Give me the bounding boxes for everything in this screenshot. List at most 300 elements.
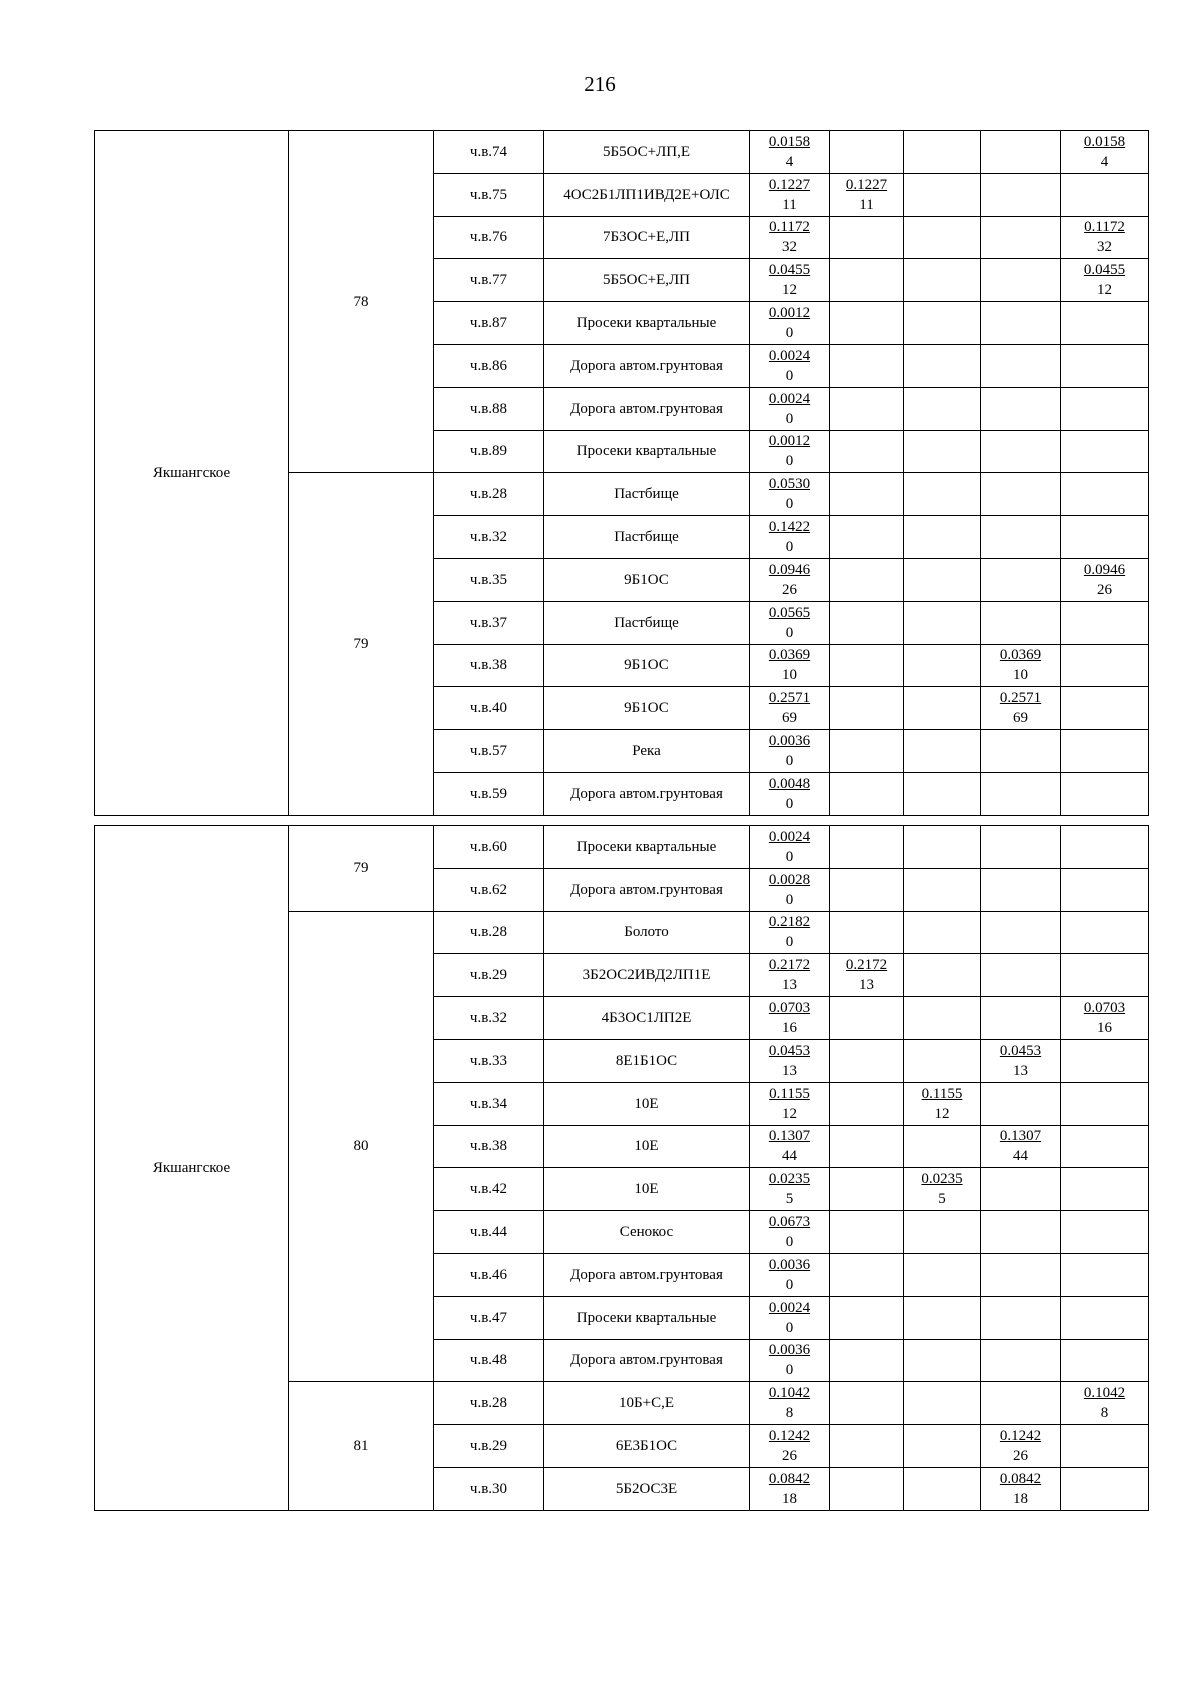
fraction [846,955,887,995]
fraction-numerator: 0.2182 [768,914,811,931]
description-cell: Болото [544,911,750,954]
total-area-cell [750,911,830,954]
quarter-cell: 79 [289,826,434,912]
category-3-cell [981,387,1061,430]
category-1-cell [830,430,904,473]
category-4-cell [1061,1467,1149,1510]
fraction [769,998,810,1038]
fraction [769,1084,810,1124]
fraction-numerator: 0.0024 [768,347,811,364]
fraction-denominator: 0 [785,795,794,812]
description-cell: 3Б2ОС2ИВД2ЛП1Е [544,954,750,997]
fraction-denominator: 0 [785,410,794,427]
table-body [95,826,1149,1511]
fraction [769,517,810,557]
fraction-numerator: 0.1227 [845,176,888,193]
description-cell: Просеки квартальные [544,430,750,473]
category-4-cell [1061,644,1149,687]
plot-cell: ч.в.76 [434,216,544,259]
plot-cell: ч.в.37 [434,601,544,644]
fraction-numerator: 0.1155 [769,1085,810,1102]
category-3-cell [981,173,1061,216]
category-1-cell [830,259,904,302]
fraction [769,1212,810,1252]
fraction [769,1126,810,1166]
category-2-cell [904,1296,981,1339]
category-2-cell [904,772,981,815]
description-cell: 5Б2ОС3Е [544,1467,750,1510]
category-3-cell [981,644,1061,687]
total-area-cell [750,1125,830,1168]
fraction [769,1041,810,1081]
fraction-numerator: 0.0842 [999,1470,1042,1487]
plot-cell: ч.в.42 [434,1168,544,1211]
fraction [1084,260,1125,300]
fraction-denominator: 26 [782,581,797,598]
fraction-denominator: 32 [781,239,797,256]
fraction-denominator: 0 [785,1234,794,1251]
fraction-numerator: 0.2172 [768,957,811,974]
fraction-numerator: 0.1172 [769,219,810,236]
category-2-cell [904,868,981,911]
plot-cell: ч.в.44 [434,1211,544,1254]
category-2-cell [904,1339,981,1382]
fraction-numerator: 0.1422 [768,519,811,536]
category-2-cell [904,1082,981,1125]
table-row [95,826,1149,869]
fraction-denominator: 18 [1013,1490,1028,1507]
total-area-cell [750,302,830,345]
description-cell: Река [544,730,750,773]
plot-cell: ч.в.34 [434,1082,544,1125]
category-3-cell [981,516,1061,559]
category-3-cell [981,1467,1061,1510]
fraction-numerator: 0.0453 [999,1042,1042,1059]
plot-cell: ч.в.59 [434,772,544,815]
fraction-numerator: 0.0565 [768,604,811,621]
table-body [95,131,1149,816]
plot-cell: ч.в.47 [434,1296,544,1339]
fraction [1084,1383,1125,1423]
fraction [769,603,810,643]
description-cell: 8Е1Б1ОС [544,1039,750,1082]
fraction-numerator: 0.1155 [921,1085,963,1102]
fraction-denominator: 0 [785,624,794,641]
total-area-cell [750,1039,830,1082]
fraction-denominator: 11 [782,196,797,213]
fraction [769,1169,810,1209]
total-area-cell [750,516,830,559]
category-2-cell [904,173,981,216]
category-1-cell [830,558,904,601]
total-area-cell [750,1168,830,1211]
fraction-denominator: 0 [785,367,794,384]
category-4-cell [1061,1339,1149,1382]
description-cell: 5Б5ОС+ЛП,Е [544,131,750,174]
fraction-numerator: 0.0703 [768,1000,811,1017]
fraction-numerator: 0.0235 [768,1171,811,1188]
description-cell: 10Е [544,1082,750,1125]
fraction [769,217,810,257]
fraction-numerator: 0.1307 [999,1128,1042,1145]
category-3-cell [981,1425,1061,1468]
fraction-numerator: 0.0369 [999,647,1042,664]
total-area-cell [750,1296,830,1339]
fraction [769,560,810,600]
total-area-cell [750,558,830,601]
category-2-cell [904,131,981,174]
plot-cell: ч.в.33 [434,1039,544,1082]
category-3-cell [981,826,1061,869]
total-area-cell [750,997,830,1040]
total-area-cell [750,772,830,815]
category-4-cell [1061,954,1149,997]
fraction [1000,1126,1041,1166]
description-cell: 9Б1ОС [544,687,750,730]
description-cell: Просеки квартальные [544,1296,750,1339]
fraction [1084,217,1125,257]
fraction-denominator: 69 [1013,710,1028,727]
category-4-cell [1061,1039,1149,1082]
fraction [769,1383,810,1423]
category-1-cell [830,1467,904,1510]
category-4-cell [1061,430,1149,473]
total-area-cell [750,1082,830,1125]
fraction [769,774,810,814]
plot-cell: ч.в.75 [434,173,544,216]
fraction-numerator: 0.0036 [768,1256,811,1273]
description-cell: 5Б5ОС+Е,ЛП [544,259,750,302]
plot-cell: ч.в.57 [434,730,544,773]
category-1-cell [830,173,904,216]
category-2-cell [904,1382,981,1425]
fraction [1000,1426,1041,1466]
page-number: 216 [584,72,616,96]
category-2-cell [904,473,981,516]
total-area-cell [750,730,830,773]
total-area-cell [750,173,830,216]
plot-cell: ч.в.29 [434,1425,544,1468]
plot-cell: ч.в.86 [434,344,544,387]
fraction-denominator: 12 [934,1105,950,1122]
fraction-denominator: 0 [785,1362,794,1379]
plot-cell: ч.в.28 [434,911,544,954]
total-area-cell [750,473,830,516]
fraction [769,645,810,685]
description-cell: Дорога автом.грунтовая [544,1339,750,1382]
description-cell: 4ОС2Б1ЛП1ИВД2Е+ОЛС [544,173,750,216]
fraction-numerator: 0.0012 [768,305,811,322]
fraction [1000,1469,1041,1509]
category-4-cell [1061,1253,1149,1296]
category-2-cell [904,601,981,644]
category-3-cell [981,601,1061,644]
fraction-denominator: 10 [782,667,797,684]
category-4-cell [1061,1425,1149,1468]
category-2-cell [904,1168,981,1211]
plot-cell: ч.в.87 [434,302,544,345]
category-2-cell [904,1125,981,1168]
description-cell: Сенокос [544,1211,750,1254]
fraction [1084,560,1125,600]
total-area-cell [750,826,830,869]
fraction-denominator: 13 [782,977,797,994]
category-1-cell [830,911,904,954]
fraction-denominator: 5 [938,1191,946,1208]
fraction-denominator: 0 [785,848,794,865]
category-3-cell [981,1382,1061,1425]
category-3-cell [981,473,1061,516]
category-2-cell [904,516,981,559]
category-1-cell [830,826,904,869]
fraction-numerator: 0.0703 [1083,1000,1126,1017]
fraction-numerator: 0.0028 [768,871,811,888]
fraction [769,175,810,215]
fraction-denominator: 32 [1096,239,1112,256]
description-cell: Просеки квартальные [544,826,750,869]
fraction [769,389,810,429]
category-3-cell [981,430,1061,473]
fraction [769,1340,810,1380]
total-area-cell [750,1253,830,1296]
category-4-cell [1061,1211,1149,1254]
fraction-denominator: 26 [1097,581,1112,598]
total-area-cell [750,344,830,387]
fraction [1000,1041,1041,1081]
description-cell: 7Б3ОС+Е,ЛП [544,216,750,259]
fraction-numerator: 0.0530 [768,476,811,493]
plot-cell: ч.в.77 [434,259,544,302]
category-3-cell [981,772,1061,815]
fraction [769,132,810,172]
description-cell: Дорога автом.грунтовая [544,387,750,430]
category-4-cell [1061,302,1149,345]
fraction-denominator: 11 [859,196,874,213]
plot-cell: ч.в.32 [434,997,544,1040]
quarter-cell: 79 [289,473,434,815]
fraction-numerator: 0.2571 [999,690,1042,707]
category-4-cell [1061,1125,1149,1168]
fraction [769,346,810,386]
category-1-cell [830,1211,904,1254]
plot-cell: ч.в.29 [434,954,544,997]
fraction-numerator: 0.0036 [768,1342,811,1359]
fraction-denominator: 13 [859,977,874,994]
category-1-cell [830,344,904,387]
fraction [769,1426,810,1466]
total-area-cell [750,868,830,911]
forest-table-1 [94,130,1149,816]
category-3-cell [981,1039,1061,1082]
fraction [1084,998,1125,1038]
fraction [769,1255,810,1295]
fraction-numerator: 0.0673 [768,1214,811,1231]
category-4-cell [1061,868,1149,911]
description-cell: 10Е [544,1125,750,1168]
category-4-cell [1061,259,1149,302]
category-1-cell [830,1039,904,1082]
forest-table-2 [94,825,1149,1511]
category-4-cell [1061,131,1149,174]
total-area-cell [750,687,830,730]
total-area-cell [750,430,830,473]
fraction-numerator: 0.1042 [768,1385,811,1402]
fraction-numerator: 0.0369 [768,647,811,664]
plot-cell: ч.в.38 [434,644,544,687]
fraction-denominator: 0 [785,325,794,342]
category-3-cell [981,1296,1061,1339]
fraction-denominator: 8 [785,1405,794,1422]
fraction-numerator: 0.0012 [768,433,811,450]
description-cell: 10Е [544,1168,750,1211]
fraction-numerator: 0.0048 [768,775,811,792]
fraction-denominator: 0 [785,891,794,908]
fraction-numerator: 0.1242 [999,1428,1042,1445]
category-3-cell [981,1211,1061,1254]
category-2-cell [904,430,981,473]
category-1-cell [830,772,904,815]
category-4-cell [1061,173,1149,216]
plot-cell: ч.в.32 [434,516,544,559]
fraction [769,955,810,995]
fraction-denominator: 69 [782,710,797,727]
total-area-cell [750,259,830,302]
fraction-numerator: 0.0024 [768,828,811,845]
fraction [769,431,810,471]
category-1-cell [830,1339,904,1382]
plot-cell: ч.в.74 [434,131,544,174]
category-4-cell [1061,216,1149,259]
fraction-denominator: 0 [785,1319,794,1336]
fraction-denominator: 13 [1013,1062,1028,1079]
description-cell: 6Е3Б1ОС [544,1425,750,1468]
category-1-cell [830,1082,904,1125]
fraction [769,912,810,952]
total-area-cell [750,216,830,259]
fraction [769,1298,810,1338]
description-cell: Дорога автом.грунтовая [544,868,750,911]
category-2-cell [904,1039,981,1082]
category-2-cell [904,344,981,387]
category-3-cell [981,997,1061,1040]
district-cell: Якшангское [95,131,289,816]
category-4-cell [1061,516,1149,559]
plot-cell: ч.в.40 [434,687,544,730]
fraction [769,731,810,771]
category-4-cell [1061,387,1149,430]
fraction-denominator: 0 [785,539,794,556]
fraction-numerator: 0.0946 [768,561,811,578]
category-2-cell [904,1425,981,1468]
total-area-cell [750,1467,830,1510]
fraction-denominator: 10 [1013,667,1028,684]
category-2-cell [904,826,981,869]
plot-cell: ч.в.28 [434,1382,544,1425]
fraction-denominator: 8 [1100,1405,1109,1422]
fraction [769,870,810,910]
fraction-numerator: 0.0158 [1083,133,1126,150]
fraction-denominator: 4 [785,153,794,170]
plot-cell: ч.в.28 [434,473,544,516]
plot-cell: ч.в.88 [434,387,544,430]
category-2-cell [904,954,981,997]
category-3-cell [981,1168,1061,1211]
category-1-cell [830,1425,904,1468]
category-1-cell [830,601,904,644]
fraction [769,827,810,867]
description-cell: 10Б+С,Е [544,1382,750,1425]
fraction [1000,645,1041,685]
fraction-numerator: 0.1042 [1083,1385,1126,1402]
fraction [1000,688,1041,728]
category-2-cell [904,558,981,601]
description-cell: Дорога автом.грунтовая [544,772,750,815]
table-row [95,131,1149,174]
fraction-denominator: 16 [782,1020,797,1037]
total-area-cell [750,387,830,430]
category-1-cell [830,1253,904,1296]
description-cell: Дорога автом.грунтовая [544,344,750,387]
category-2-cell [904,730,981,773]
category-3-cell [981,687,1061,730]
fraction-denominator: 13 [782,1062,797,1079]
fraction-numerator: 0.0946 [1083,561,1126,578]
fraction-numerator: 0.2571 [768,690,811,707]
fraction-denominator: 0 [785,753,794,770]
fraction-numerator: 0.1307 [768,1128,811,1145]
plot-cell: ч.в.35 [434,558,544,601]
fraction [1084,132,1125,172]
category-1-cell [830,387,904,430]
category-1-cell [830,687,904,730]
description-cell: Пастбище [544,601,750,644]
category-3-cell [981,302,1061,345]
category-1-cell [830,997,904,1040]
total-area-cell [750,131,830,174]
category-2-cell [904,302,981,345]
plot-cell: ч.в.46 [434,1253,544,1296]
fraction-numerator: 0.0158 [768,133,811,150]
category-3-cell [981,911,1061,954]
fraction-numerator: 0.1242 [768,1428,811,1445]
category-3-cell [981,216,1061,259]
category-4-cell [1061,997,1149,1040]
category-3-cell [981,558,1061,601]
fraction-denominator: 4 [1100,153,1109,170]
quarter-cell: 81 [289,1382,434,1510]
category-2-cell [904,1211,981,1254]
category-2-cell [904,1467,981,1510]
category-4-cell [1061,558,1149,601]
category-4-cell [1061,344,1149,387]
fraction-denominator: 0 [785,1276,794,1293]
total-area-cell [750,1211,830,1254]
fraction-numerator: 0.0024 [768,1299,811,1316]
category-1-cell [830,1382,904,1425]
category-3-cell [981,1082,1061,1125]
category-3-cell [981,259,1061,302]
category-1-cell [830,216,904,259]
quarter-cell: 78 [289,131,434,473]
category-4-cell [1061,1296,1149,1339]
fraction [846,175,887,215]
category-3-cell [981,1125,1061,1168]
plot-cell: ч.в.48 [434,1339,544,1382]
category-1-cell [830,1125,904,1168]
category-3-cell [981,1339,1061,1382]
category-1-cell [830,131,904,174]
description-cell: 4Б3ОС1ЛП2Е [544,997,750,1040]
